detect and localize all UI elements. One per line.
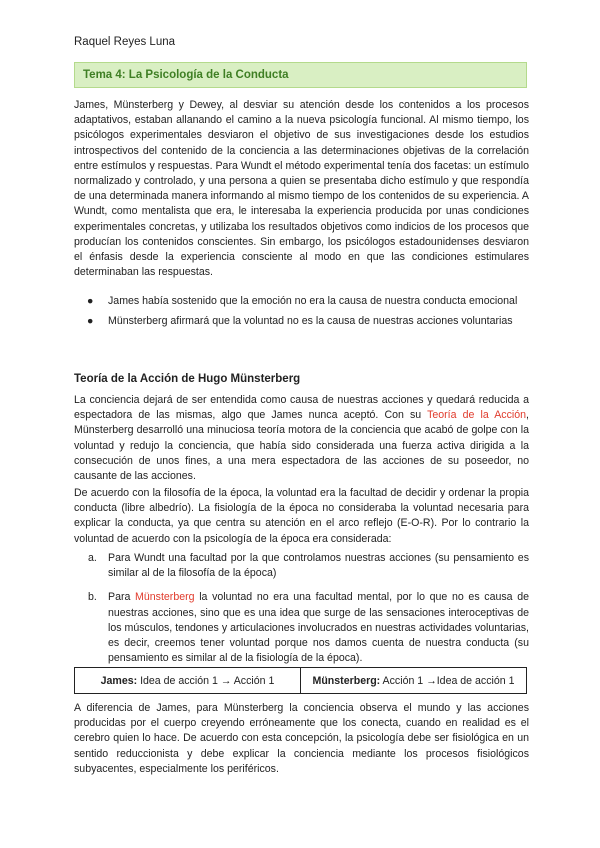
- topic-title: Tema 4: La Psicología de la Conducta: [83, 69, 289, 81]
- section-paragraph-1: [74, 393, 529, 484]
- munsterberg-cell: [300, 668, 526, 693]
- munsterberg-value: Acción 1 →Idea de acción 1: [380, 674, 515, 687]
- james-cell: [75, 668, 300, 693]
- bullet-item: [74, 314, 529, 329]
- section-paragraph-3: A diferencia de James, para Münsterberg la conciencia observa el mundo y las acciones producidas por el cuerpo creyendo erróneamente que los conecta, cuando en realidad es el cerebro quien lo hace. De acuerdo con esta concepción, la psicología debe ser fisiológica en un sentido reduccionista y debe explicar la conciencia mediante los procesos fisiológicos subyacentes, especialmente los periféricos.: [74, 702, 529, 775]
- author-name: Raquel Reyes Luna: [74, 36, 176, 48]
- teoria-accion-link[interactable]: Teoría de la Acción: [427, 409, 527, 422]
- list-item-text: Para Wundt una facultad por la que controlamos nuestras acciones (su pensamiento es similar al de la filosofía de la época): [108, 552, 529, 580]
- lettered-list: [74, 551, 529, 675]
- intro-paragraph: James, Münsterberg y Dewey, al desviar su atención desde los contenidos a los procesos adaptativos, estaban allanando el camino a la nueva psicología funcional. Al mismo tiempo, los psicólogos experimentales desviaron el objetivo de sus investigaciones desde los estudios introspectivos del contenido de la conciencia a las determinaciones objetivas de la correlación entre estímulos y respuestas. Para Wundt el método experimental tenía dos facetas: un estímulo normalizado y controlado, y una persona a quien se presentaba dicho estímulo y que respondía de una determinada manera informando al mismo tiempo de los contenidos de su experiencia. A Wundt, como mentalista que era, le interesaba la experiencia producida por unas condiciones experimentales concretas, y utilizaba los resultados objetivos como indicios de los procesos que producían los contenidos conscientes. Sin embargo, los psicólogos estadounidenses desviaron el énfasis desde la experiencia consciente al modo en que las condiciones estimulares determinaban las respuestas.: [74, 99, 529, 279]
- bullet-item: [74, 294, 529, 309]
- bullet-text: Münsterberg afirmará que la voluntad no es la causa de nuestras acciones voluntarias: [108, 315, 513, 328]
- section-title: Teoría de la Acción de Hugo Münsterberg: [74, 373, 301, 385]
- james-label: James:: [100, 674, 138, 687]
- p1-text-after: , Münsterberg desarrolló una minuciosa teoría motora de la conciencia que acabó de golpe con la voluntad y redujo la conciencia, que había sido considerada una fuerza activa dirigida a la consecución de unos fines, a una mera espectadora de las acciones de su poseedor, no causante de las acciones.: [74, 409, 529, 483]
- james-value: Idea de acción 1 → Acción 1: [137, 674, 275, 687]
- list-item-a: [74, 551, 529, 581]
- section-paragraph-2: De acuerdo con la filosofía de la época, la voluntad era la facultad de decidir y ordenar la propia conducta (libre albedrío). La fisiología de la época no consideraba la voluntad necesaria para explicar la conducta, ya que centra su atención en el arco reflejo (E-O-R). Por lo contrario la voluntad de acuerdo con la psicología de la época era considerada:: [74, 487, 529, 545]
- list-item-b-after: la voluntad no era una facultad mental, por lo que no es causa de nuestras acciones, sino que es una idea que surge de las sensaciones interoceptivas de los músculos, tendones y articulaciones involucrados en nuestras actividades voluntarias, es decir, creemos tener voluntad porque nos damos cuenta de nuestra conducta (su pensamiento es similar al de la fisiología de la época).: [108, 591, 529, 665]
- munsterberg-label: Münsterberg:: [312, 674, 381, 687]
- comparison-table: [74, 667, 527, 694]
- list-item-b: [74, 590, 529, 666]
- bullet-icon: ●: [87, 295, 94, 307]
- bullet-text: James había sostenido que la emoción no era la causa de nuestra conducta emocional: [108, 295, 518, 307]
- bullet-list: [74, 294, 529, 334]
- list-marker: a.: [88, 552, 97, 564]
- p1-text-before: La conciencia dejará de ser entendida como causa de nuestras acciones y quedará reducida a espectadora de las mismas, algo que James nunca aceptó. Con su: [74, 394, 529, 422]
- bullet-icon: ●: [87, 315, 94, 328]
- munsterberg-link[interactable]: Münsterberg: [135, 591, 195, 604]
- topic-banner: [74, 62, 527, 88]
- list-item-b-before: Para: [108, 591, 136, 604]
- list-marker: b.: [88, 591, 97, 604]
